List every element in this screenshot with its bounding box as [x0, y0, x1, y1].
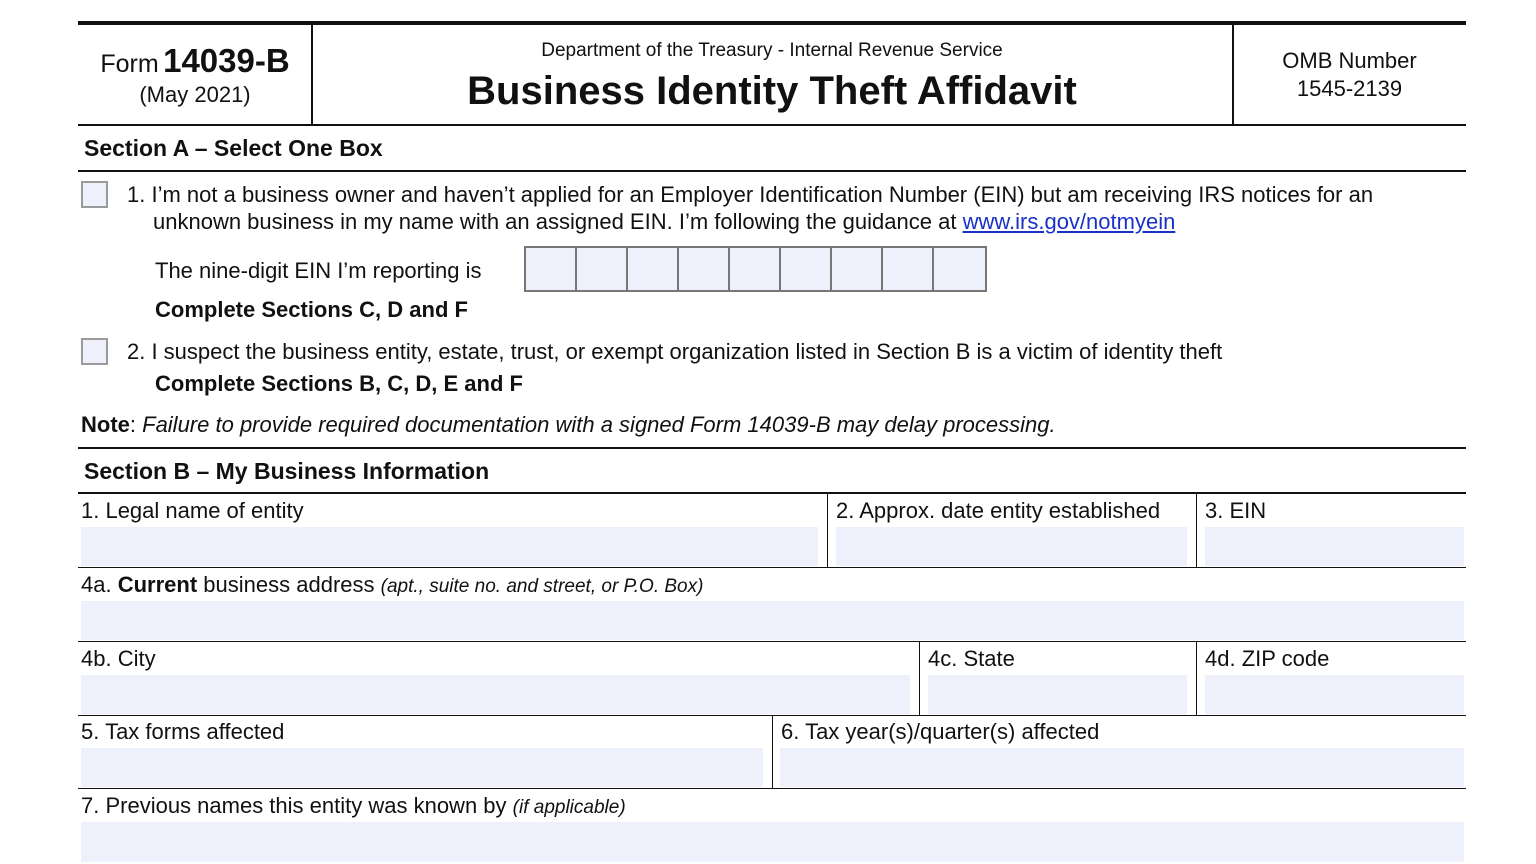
address-label [81, 574, 703, 596]
option-1-text: 1. I’m not a business owner and haven’t applied for an Employer Identification Number (EIN) but am receiving IRS notices for an [127, 182, 1374, 207]
address-hint: (apt., suite no. and street, or P.O. Box) [380, 576, 704, 597]
date-established-label: 2. Approx. date entity established [836, 498, 1161, 523]
ein-digit[interactable] [781, 248, 832, 290]
legal-name-input[interactable] [81, 527, 818, 566]
ein-digit[interactable] [934, 248, 985, 290]
ein-digit[interactable] [526, 248, 577, 290]
zip-label: 4d. ZIP code [1205, 646, 1330, 671]
ein-digit[interactable] [883, 248, 934, 290]
divider [1232, 25, 1234, 125]
ein-field-label: 3. EIN [1205, 498, 1267, 523]
divider [1196, 642, 1197, 716]
ein-digit[interactable] [628, 248, 679, 290]
tax-forms-label: 5. Tax forms affected [81, 719, 285, 744]
ein-digit[interactable] [679, 248, 730, 290]
option-2-checkbox[interactable] [81, 338, 108, 365]
previous-names-hint: (if applicable) [512, 797, 626, 818]
divider [78, 788, 1466, 789]
form-id [78, 42, 312, 80]
divider [78, 641, 1466, 642]
option-1-instruction: Complete Sections C, D and F [155, 297, 468, 322]
section-a-title: Section A – Select One Box [84, 135, 383, 161]
previous-names-label [81, 795, 626, 817]
ein-digit[interactable] [577, 248, 628, 290]
divider [827, 494, 828, 568]
tax-years-input[interactable] [780, 748, 1464, 787]
section-b-title: Section B – My Business Information [84, 458, 490, 484]
option-1-text-line2: unknown business in my name with an assigned EIN. I’m following the guidance at [153, 209, 957, 234]
zip-input[interactable] [1205, 675, 1464, 714]
divider [919, 642, 920, 716]
option-1-checkbox[interactable] [81, 181, 108, 208]
omb-number: 1545-2139 [1296, 76, 1403, 101]
form-number: 14039-B [163, 42, 290, 79]
address-rest: business address [203, 572, 375, 597]
divider [772, 716, 773, 789]
city-label: 4b. City [81, 646, 156, 671]
divider [78, 567, 1466, 568]
address-input[interactable] [81, 601, 1464, 640]
previous-names-input[interactable] [81, 822, 1464, 862]
note: Note: Failure to provide required documentation with a signed Form 14039-B may delay processing. [81, 412, 1056, 437]
ein-label: The nine-digit EIN I’m reporting is [155, 258, 482, 283]
option-2-text: 2. I suspect the business entity, estate, trust, or exempt organization listed in Section B is a victim of identity theft [127, 339, 1223, 364]
ein-digit-boxes[interactable] [524, 246, 987, 292]
form-word: Form [100, 50, 159, 78]
notmyein-link[interactable]: www.irs.gov/notmyein [962, 209, 1176, 234]
divider [78, 170, 1466, 172]
note-label: Note [81, 412, 130, 437]
form-date: (May 2021) [139, 82, 251, 107]
omb-label: OMB Number [1282, 48, 1417, 73]
agency: Department of the Treasury - Internal Revenue Service [541, 40, 1003, 61]
divider [78, 124, 1466, 126]
top-rule [78, 21, 1466, 25]
note-text: Failure to provide required documentation with a signed Form 14039-B may delay processing. [142, 412, 1056, 437]
legal-name-label: 1. Legal name of entity [81, 498, 304, 523]
state-input[interactable] [928, 675, 1187, 714]
tax-forms-input[interactable] [81, 748, 763, 787]
tax-years-label: 6. Tax year(s)/quarter(s) affected [781, 719, 1100, 744]
previous-names-text: 7. Previous names this entity was known by [81, 793, 507, 818]
option-2-instruction: Complete Sections B, C, D, E and F [155, 371, 523, 396]
ein-digit[interactable] [730, 248, 781, 290]
ein-digit[interactable] [832, 248, 883, 290]
divider [78, 447, 1466, 449]
divider [78, 492, 1466, 494]
option-1-text-2 [153, 211, 1175, 233]
city-input[interactable] [81, 675, 910, 714]
address-num: 4a. [81, 572, 112, 597]
divider [1196, 494, 1197, 568]
address-current: Current [117, 572, 198, 597]
state-label: 4c. State [928, 646, 1015, 671]
ein-input[interactable] [1205, 527, 1464, 566]
date-established-input[interactable] [836, 527, 1187, 566]
form-title: Business Identity Theft Affidavit [467, 69, 1077, 113]
